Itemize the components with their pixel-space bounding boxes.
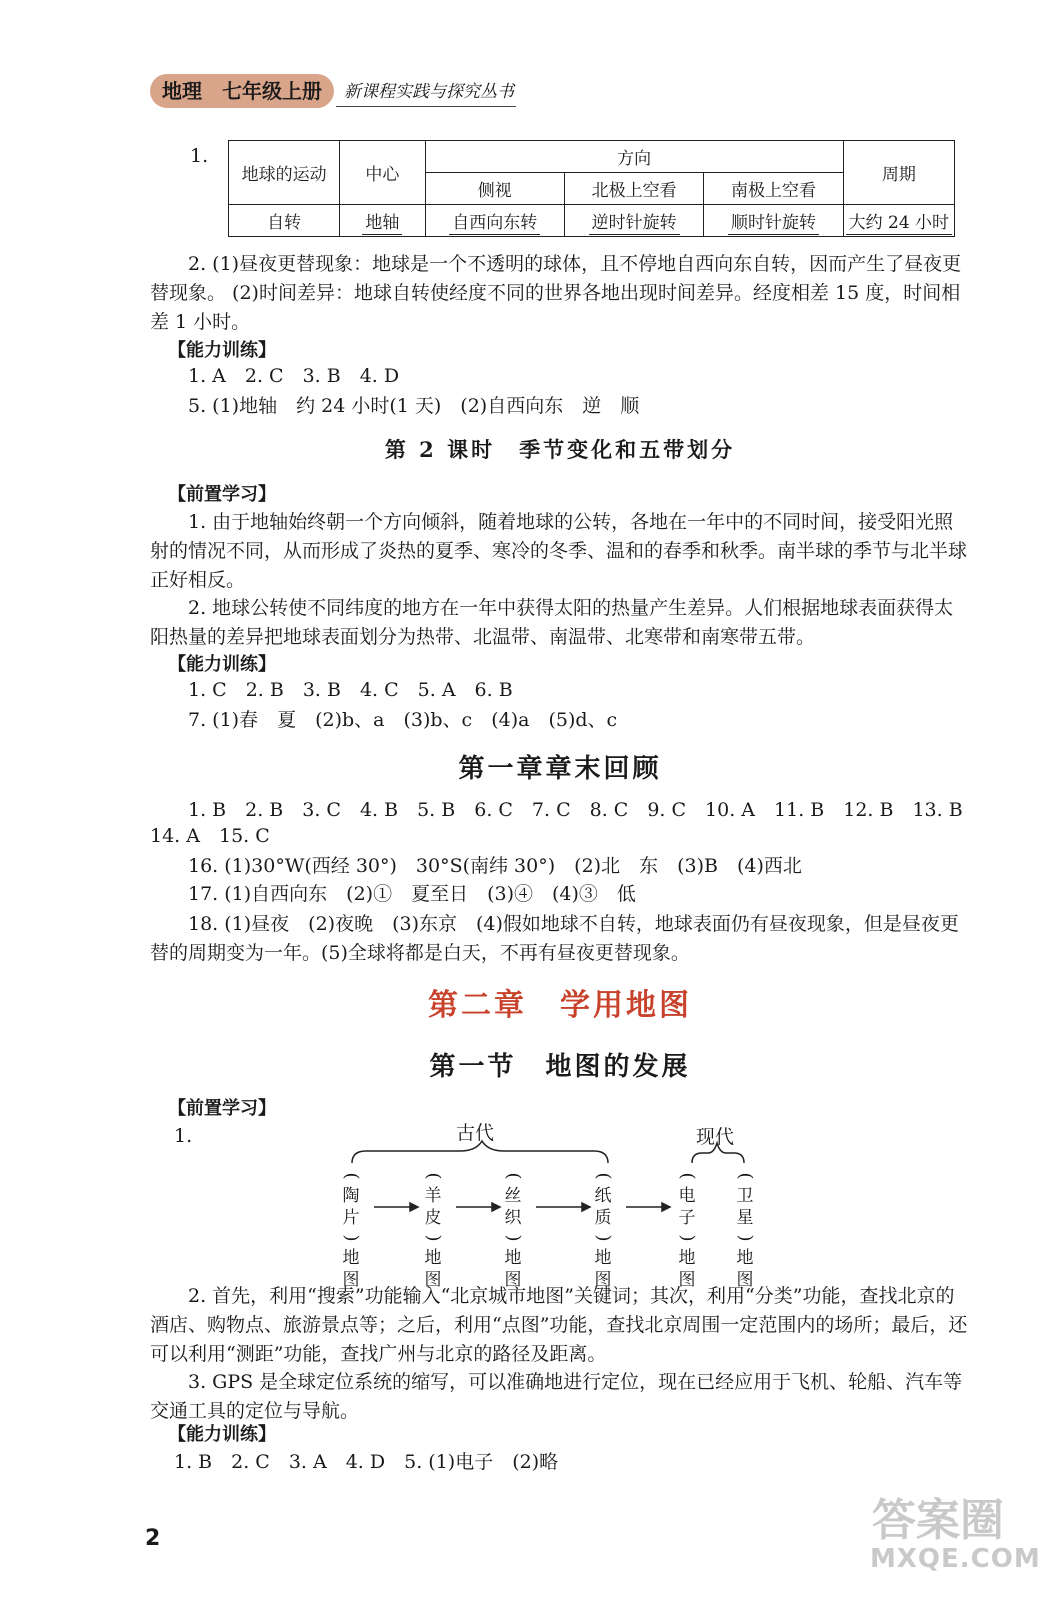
th-side-view: 侧视 — [425, 173, 564, 205]
page-number: 2 — [145, 1526, 161, 1551]
map-type-char: 图 — [594, 1270, 612, 1290]
q2-paragraph: 2. (1)昼夜更替现象：地球是一个不透明的球体，且不停地自西向东自转，因而产生了昼夜更替现象。 (2)时间差异：地球自转使经度不同的世界各地出现时间差异。经度相差 15 度，时间相差 1 小时。 — [150, 253, 962, 333]
map-type-char: 地 — [678, 1248, 696, 1268]
answer-period: 大约 24 小时 — [846, 213, 952, 235]
q1-number: 1. — [190, 145, 209, 167]
map-type-column — [340, 1167, 362, 1291]
answer-line: 1. B 2. C 3. A 4. D 5. (1)电子 (2)略 — [174, 1451, 559, 1473]
map-type-char: 地 — [594, 1248, 612, 1268]
header-series-title: 新课程实践与探究丛书 — [344, 82, 514, 102]
map-type-char: 陶 — [342, 1186, 360, 1206]
answer-center: 地轴 — [362, 213, 402, 235]
chapter2-paragraph-2: 2. 首先，利用“搜索”功能输入“北京城市地图”关键词；其次，利用“分类”功能，查找北京的酒店、购物点、旅游景点等；之后，利用“点图”功能，查找北京周围一定范围内的场所；最后，还可以利用“测距”功能，查找广州与北京的路径及距离。 — [150, 1285, 968, 1365]
td-period — [843, 205, 954, 237]
review-line: 18. (1)昼夜 (2)夜晚 (3)东京 (4)假如地球不自转，地球表面仍有昼夜现象，但是昼夜更替的周期变为一年。(5)全球将都是白天，不再有昼夜更替现象。 — [150, 913, 959, 964]
answer-side: 自西向东转 — [449, 213, 540, 235]
review-line: 17. (1)自西向东 (2)① 夏至日 (3)④ (4)③ 低 — [188, 883, 636, 905]
map-type-char: 丝 — [504, 1186, 522, 1206]
chapter2-paragraph-3: 3. GPS 是全球定位系统的缩写，可以准确地进行定位，现在已经应用于飞机、轮船、汽车等交通工具的定位与导航。 — [150, 1371, 963, 1422]
map-type-char: 子 — [678, 1208, 696, 1228]
diagram-q-number: 1. — [174, 1125, 193, 1147]
bracket-glyph: ) — [735, 1234, 756, 1242]
bracket-glyph: ) — [341, 1234, 362, 1242]
map-development-diagram — [330, 1115, 780, 1290]
answer-line: 1. A 2. C 3. B 4. D — [188, 365, 400, 387]
map-type-char: 星 — [736, 1208, 754, 1228]
map-type-column — [592, 1167, 614, 1291]
lesson2-paragraph-1: 1. 由于地轴始终朝一个方向倾斜，随着地球的公转，各地在一年中的不同时间，接受阳光照射的情况不同，从而形成了炎热的夏季、寒冷的冬季、温和的春季和秋季。南半球的季节与北半球正好相反。 — [150, 511, 968, 591]
chapter-review-title: 第一章章末回顾 — [458, 754, 662, 784]
arrow-head — [582, 1203, 590, 1211]
bracket-glyph: ( — [503, 1172, 524, 1180]
map-type-column — [734, 1167, 756, 1291]
td-motion: 自转 — [229, 205, 340, 237]
ability-label: 【能力训练】 — [168, 1424, 276, 1445]
answer-line: 7. (1)春 夏 (2)b、a (3)b、c (4)a (5)d、c — [188, 709, 618, 731]
answer-south: 顺时针旋转 — [728, 213, 819, 235]
lesson2-paragraph-2: 2. 地球公转使不同纬度的地方在一年中获得太阳的热量产生差异。人们根据地球表面获得太阳热量的差异把地球表面划分为热带、北温带、南温带、北寒带和南寒带五带。 — [150, 597, 954, 648]
th-direction: 方向 — [425, 141, 843, 173]
bracket-glyph: ( — [677, 1172, 698, 1180]
modern-label: 现代 — [696, 1126, 735, 1148]
watermark-url: MXQE.COM — [870, 1544, 1041, 1574]
answer-line: 5. (1)地轴 约 24 小时(1 天) (2)自西向东 逆 顺 — [188, 395, 640, 417]
map-type-column — [422, 1167, 444, 1291]
pre-study-label: 【前置学习】 — [168, 1098, 276, 1119]
th-south-view: 南极上空看 — [704, 173, 843, 205]
map-type-char: 卫 — [736, 1186, 754, 1206]
map-type-char: 地 — [504, 1248, 522, 1268]
td-north — [564, 205, 703, 237]
arrow-head — [410, 1203, 418, 1211]
th-center: 中心 — [340, 141, 425, 205]
map-type-char: 羊 — [424, 1186, 442, 1206]
answer-line: 1. C 2. B 3. B 4. C 5. A 6. B — [188, 679, 513, 701]
td-center — [340, 205, 425, 237]
map-type-char: 地 — [424, 1248, 442, 1268]
answer-north: 逆时针旋转 — [589, 213, 680, 235]
map-type-char: 图 — [678, 1270, 696, 1290]
bracket-glyph: ( — [423, 1172, 444, 1180]
map-type-column — [502, 1167, 524, 1291]
bracket-glyph: ) — [593, 1234, 614, 1242]
map-type-char: 地 — [342, 1248, 360, 1268]
th-north-view: 北极上空看 — [564, 173, 703, 205]
bracket-glyph: ( — [735, 1172, 756, 1180]
map-type-char: 电 — [678, 1186, 696, 1206]
td-south — [704, 205, 843, 237]
map-type-char: 图 — [504, 1270, 522, 1290]
section-title: 第一节 地图的发展 — [429, 1052, 691, 1082]
map-type-char: 图 — [736, 1270, 754, 1290]
chapter2-title: 第二章 学用地图 — [428, 988, 692, 1023]
bracket-glyph: ( — [593, 1172, 614, 1180]
map-type-char: 纸 — [594, 1186, 612, 1206]
bracket-glyph: ) — [503, 1234, 524, 1242]
map-type-char: 图 — [424, 1270, 442, 1290]
map-type-column — [676, 1167, 698, 1291]
header-subject-badge: 地理 七年级上册 — [150, 74, 334, 108]
ability-label: 【能力训练】 — [168, 654, 276, 675]
header-underline — [336, 106, 516, 107]
arrow-head — [662, 1203, 670, 1211]
bracket-glyph: ) — [677, 1234, 698, 1242]
ability-label: 【能力训练】 — [168, 340, 276, 361]
watermark-logo: 答案圈 — [872, 1495, 1004, 1546]
map-type-char: 织 — [504, 1208, 522, 1228]
lesson-title: 第 2 课时 季节变化和五带划分 — [384, 437, 736, 462]
map-type-char: 质 — [594, 1208, 612, 1228]
map-type-char: 地 — [736, 1248, 754, 1268]
review-line: 14. A 15. C — [150, 825, 270, 847]
bracket-glyph: ( — [341, 1172, 362, 1180]
th-period: 周期 — [843, 141, 954, 205]
map-type-char: 片 — [342, 1208, 360, 1228]
review-line: 16. (1)30°W(西经 30°) 30°S(南纬 30°) (2)北 东 (3)B (4)西北 — [188, 855, 802, 877]
arrow-head — [492, 1203, 500, 1211]
ancient-label: 古代 — [456, 1122, 495, 1144]
earth-rotation-table — [228, 140, 955, 237]
review-line: 1. B 2. B 3. C 4. B 5. B 6. C 7. C 8. C 9. C 10. A 11. B 12. B 13. B — [188, 799, 963, 821]
td-side — [425, 205, 564, 237]
th-motion: 地球的运动 — [229, 141, 340, 205]
map-type-char: 图 — [342, 1270, 360, 1290]
pre-study-label: 【前置学习】 — [168, 484, 276, 505]
bracket-glyph: ) — [423, 1234, 444, 1242]
map-type-char: 皮 — [424, 1208, 442, 1228]
